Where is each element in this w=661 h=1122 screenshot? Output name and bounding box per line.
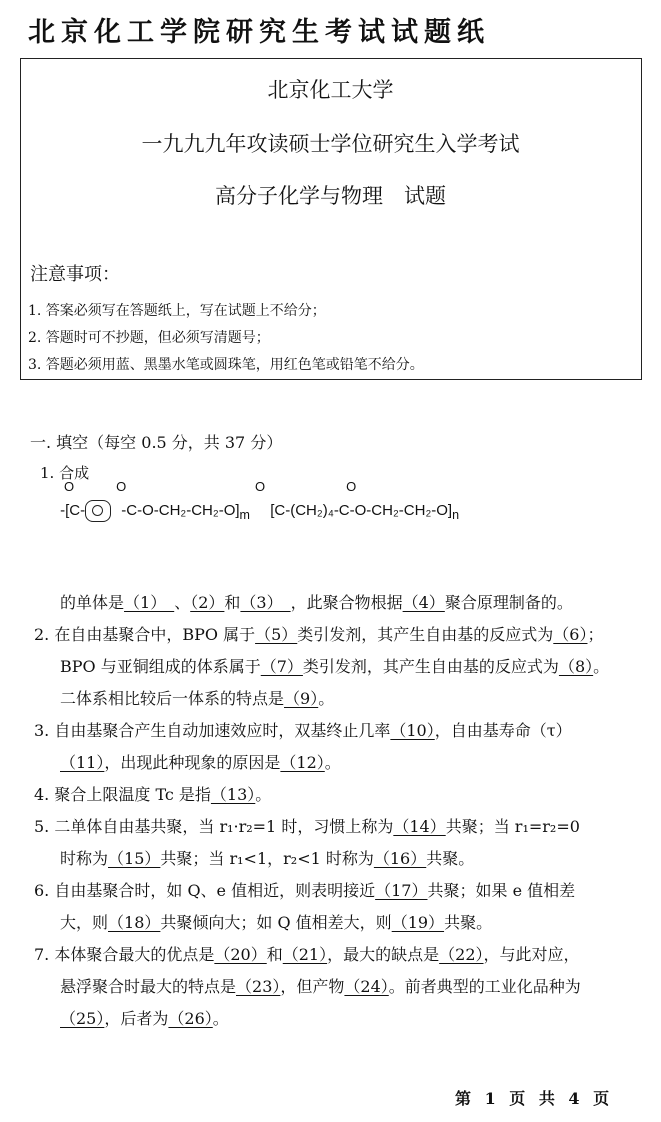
question-text: 悬浮聚合时最大的特点是	[60, 977, 237, 996]
question-text: ，出现此种现象的原因是	[104, 753, 281, 772]
university-name: 北京化工大学	[267, 78, 394, 102]
answer-blank: （26）	[168, 1009, 213, 1028]
question-text: 共聚；当 r₁<1，r₂<1 时称为	[160, 849, 374, 868]
page-number: 第 1 页 共 4 页	[455, 1089, 614, 1108]
question-text: ，此聚合物根据	[290, 593, 403, 612]
polymer-structure-formula	[50, 478, 460, 522]
formula-part: O-C-O-CH₂-CH₂-O]	[116, 478, 240, 519]
answer-blank: （11）	[60, 753, 105, 772]
answer-blank: （18）	[108, 913, 161, 932]
exam-title: 一九九九年攻读硕士学位研究生入学考试	[141, 132, 520, 156]
question-text: 。	[212, 1009, 229, 1028]
question-line	[34, 878, 575, 901]
question-text: ；	[587, 625, 604, 644]
answer-blank: （7）	[260, 657, 303, 676]
carbonyl-oxygen: O	[254, 478, 266, 494]
answer-blank: （6）	[553, 625, 588, 644]
carbonyl-oxygen: O	[116, 478, 127, 494]
question-text: 。	[593, 657, 610, 676]
question-text: 共聚；如果 e 值相差	[427, 881, 576, 900]
answer-blank: （20）	[214, 945, 267, 964]
question-text: 和	[266, 945, 283, 964]
answer-blank: （21）	[282, 945, 328, 964]
question-text: 聚合原理制备的。	[444, 593, 573, 612]
question-text: ，后者为	[104, 1009, 169, 1028]
question-text: 共聚。	[426, 849, 475, 868]
question-text: ，最大的缺点是	[327, 945, 440, 964]
question-text: 共聚；当 r₁=r₂=0	[445, 817, 580, 836]
question-line	[60, 846, 474, 869]
question-text: 。	[324, 753, 341, 772]
question-text: 时称为	[60, 849, 109, 868]
question-text: 的单体是	[60, 593, 125, 612]
answer-blank: （3）	[240, 593, 291, 612]
answer-blank: （2）	[190, 593, 225, 612]
question-text: 类引发剂，其产生自由基的反应式为	[302, 657, 559, 676]
question-text: 7. 本体聚合最大的优点是	[34, 945, 215, 964]
question-line	[60, 654, 609, 677]
answer-blank: （16）	[373, 849, 427, 868]
answer-blank: （23）	[236, 977, 281, 996]
question-text: 2. 在自由基聚合中，BPO 属于	[34, 625, 256, 644]
question-line	[34, 622, 604, 645]
subject-title: 高分子化学与物理 试题	[215, 184, 446, 208]
question-line	[60, 1006, 229, 1029]
question-text: 5. 二单体自由基共聚，当 r₁·r₂=1 时，习惯上称为	[34, 817, 394, 836]
answer-blank: （13）	[210, 785, 256, 804]
answer-blank: （8）	[558, 657, 594, 676]
question-line	[34, 718, 572, 741]
section-title: 一. 填空（每空 0.5 分，共 37 分）	[30, 433, 283, 452]
answer-blank: （25）	[60, 1009, 105, 1028]
formula-part: O O[C-(CH₂)₄-C-O-CH₂-CH₂-O]	[254, 478, 453, 519]
question-text: 大，则	[60, 913, 109, 932]
question-text: 4. 聚合上限温度 Tc 是指	[34, 785, 211, 804]
answer-blank: （12）	[280, 753, 325, 772]
answer-blank: （17）	[375, 881, 428, 900]
benzene-ring-icon	[85, 500, 111, 522]
answer-blank: （4）	[402, 593, 445, 612]
question-text: 。	[255, 785, 272, 804]
question-text: ，自由基寿命（τ）	[434, 721, 572, 740]
answer-blank: （1）	[124, 593, 175, 612]
note-item: 1. 答案必须写在答题纸上，写在试题上不给分；	[28, 303, 326, 319]
carbonyl-oxygen: O	[346, 478, 357, 494]
question-line	[34, 942, 580, 965]
question-text: 类引发剂，其产生自由基的反应式为	[297, 625, 554, 644]
carbonyl-oxygen: O	[64, 478, 75, 494]
notes-title: 注意事项：	[30, 264, 120, 285]
answer-blank: （15）	[108, 849, 161, 868]
question-line	[60, 590, 573, 613]
question-text: 。前者典型的工业化品种为	[388, 977, 581, 996]
answer-blank: （5）	[255, 625, 298, 644]
question-text: 、	[174, 593, 191, 612]
question-line	[60, 750, 341, 773]
document-header-title: 北京化工学院研究生考试试题纸	[28, 17, 490, 48]
question-text: 6. 自由基聚合时，如 Q、e 值相近，则表明接近	[34, 881, 376, 900]
answer-blank: （10）	[390, 721, 435, 740]
answer-blank: （24）	[344, 977, 389, 996]
question-line	[60, 974, 581, 997]
question-text: 和	[224, 593, 241, 612]
question-text: 二体系相比较后一体系的特点是	[60, 689, 285, 708]
question-text: 共聚倾向大；如 Q 值相差大，则	[160, 913, 392, 932]
answer-blank: （9）	[284, 689, 319, 708]
answer-blank: （14）	[393, 817, 446, 836]
answer-blank: （19）	[391, 913, 445, 932]
question-line	[34, 782, 271, 805]
note-item: 3. 答题必须用蓝、黑墨水笔或圆珠笔，用红色笔或铅笔不给分。	[28, 357, 424, 373]
question-line	[34, 814, 580, 837]
question-text: ，但产物	[280, 977, 345, 996]
question-text: 3. 自由基聚合产生自动加速效应时，双基终止几率	[34, 721, 391, 740]
question-line	[60, 686, 334, 709]
formula-part: O-[C-	[60, 478, 86, 519]
note-item: 2. 答题时可不抄题，但必须写清题号；	[28, 330, 270, 346]
question-1-label: 1. 合成	[40, 464, 90, 482]
question-line	[60, 910, 492, 933]
question-text: ，与此对应，	[483, 945, 580, 964]
question-text: 共聚。	[444, 913, 493, 932]
question-text: 。	[318, 689, 335, 708]
question-text: BPO 与亚铜组成的体系属于	[60, 657, 261, 676]
formula-subscript-m: m	[239, 507, 250, 522]
answer-blank: （22）	[439, 945, 484, 964]
formula-subscript-n: n	[452, 507, 460, 522]
